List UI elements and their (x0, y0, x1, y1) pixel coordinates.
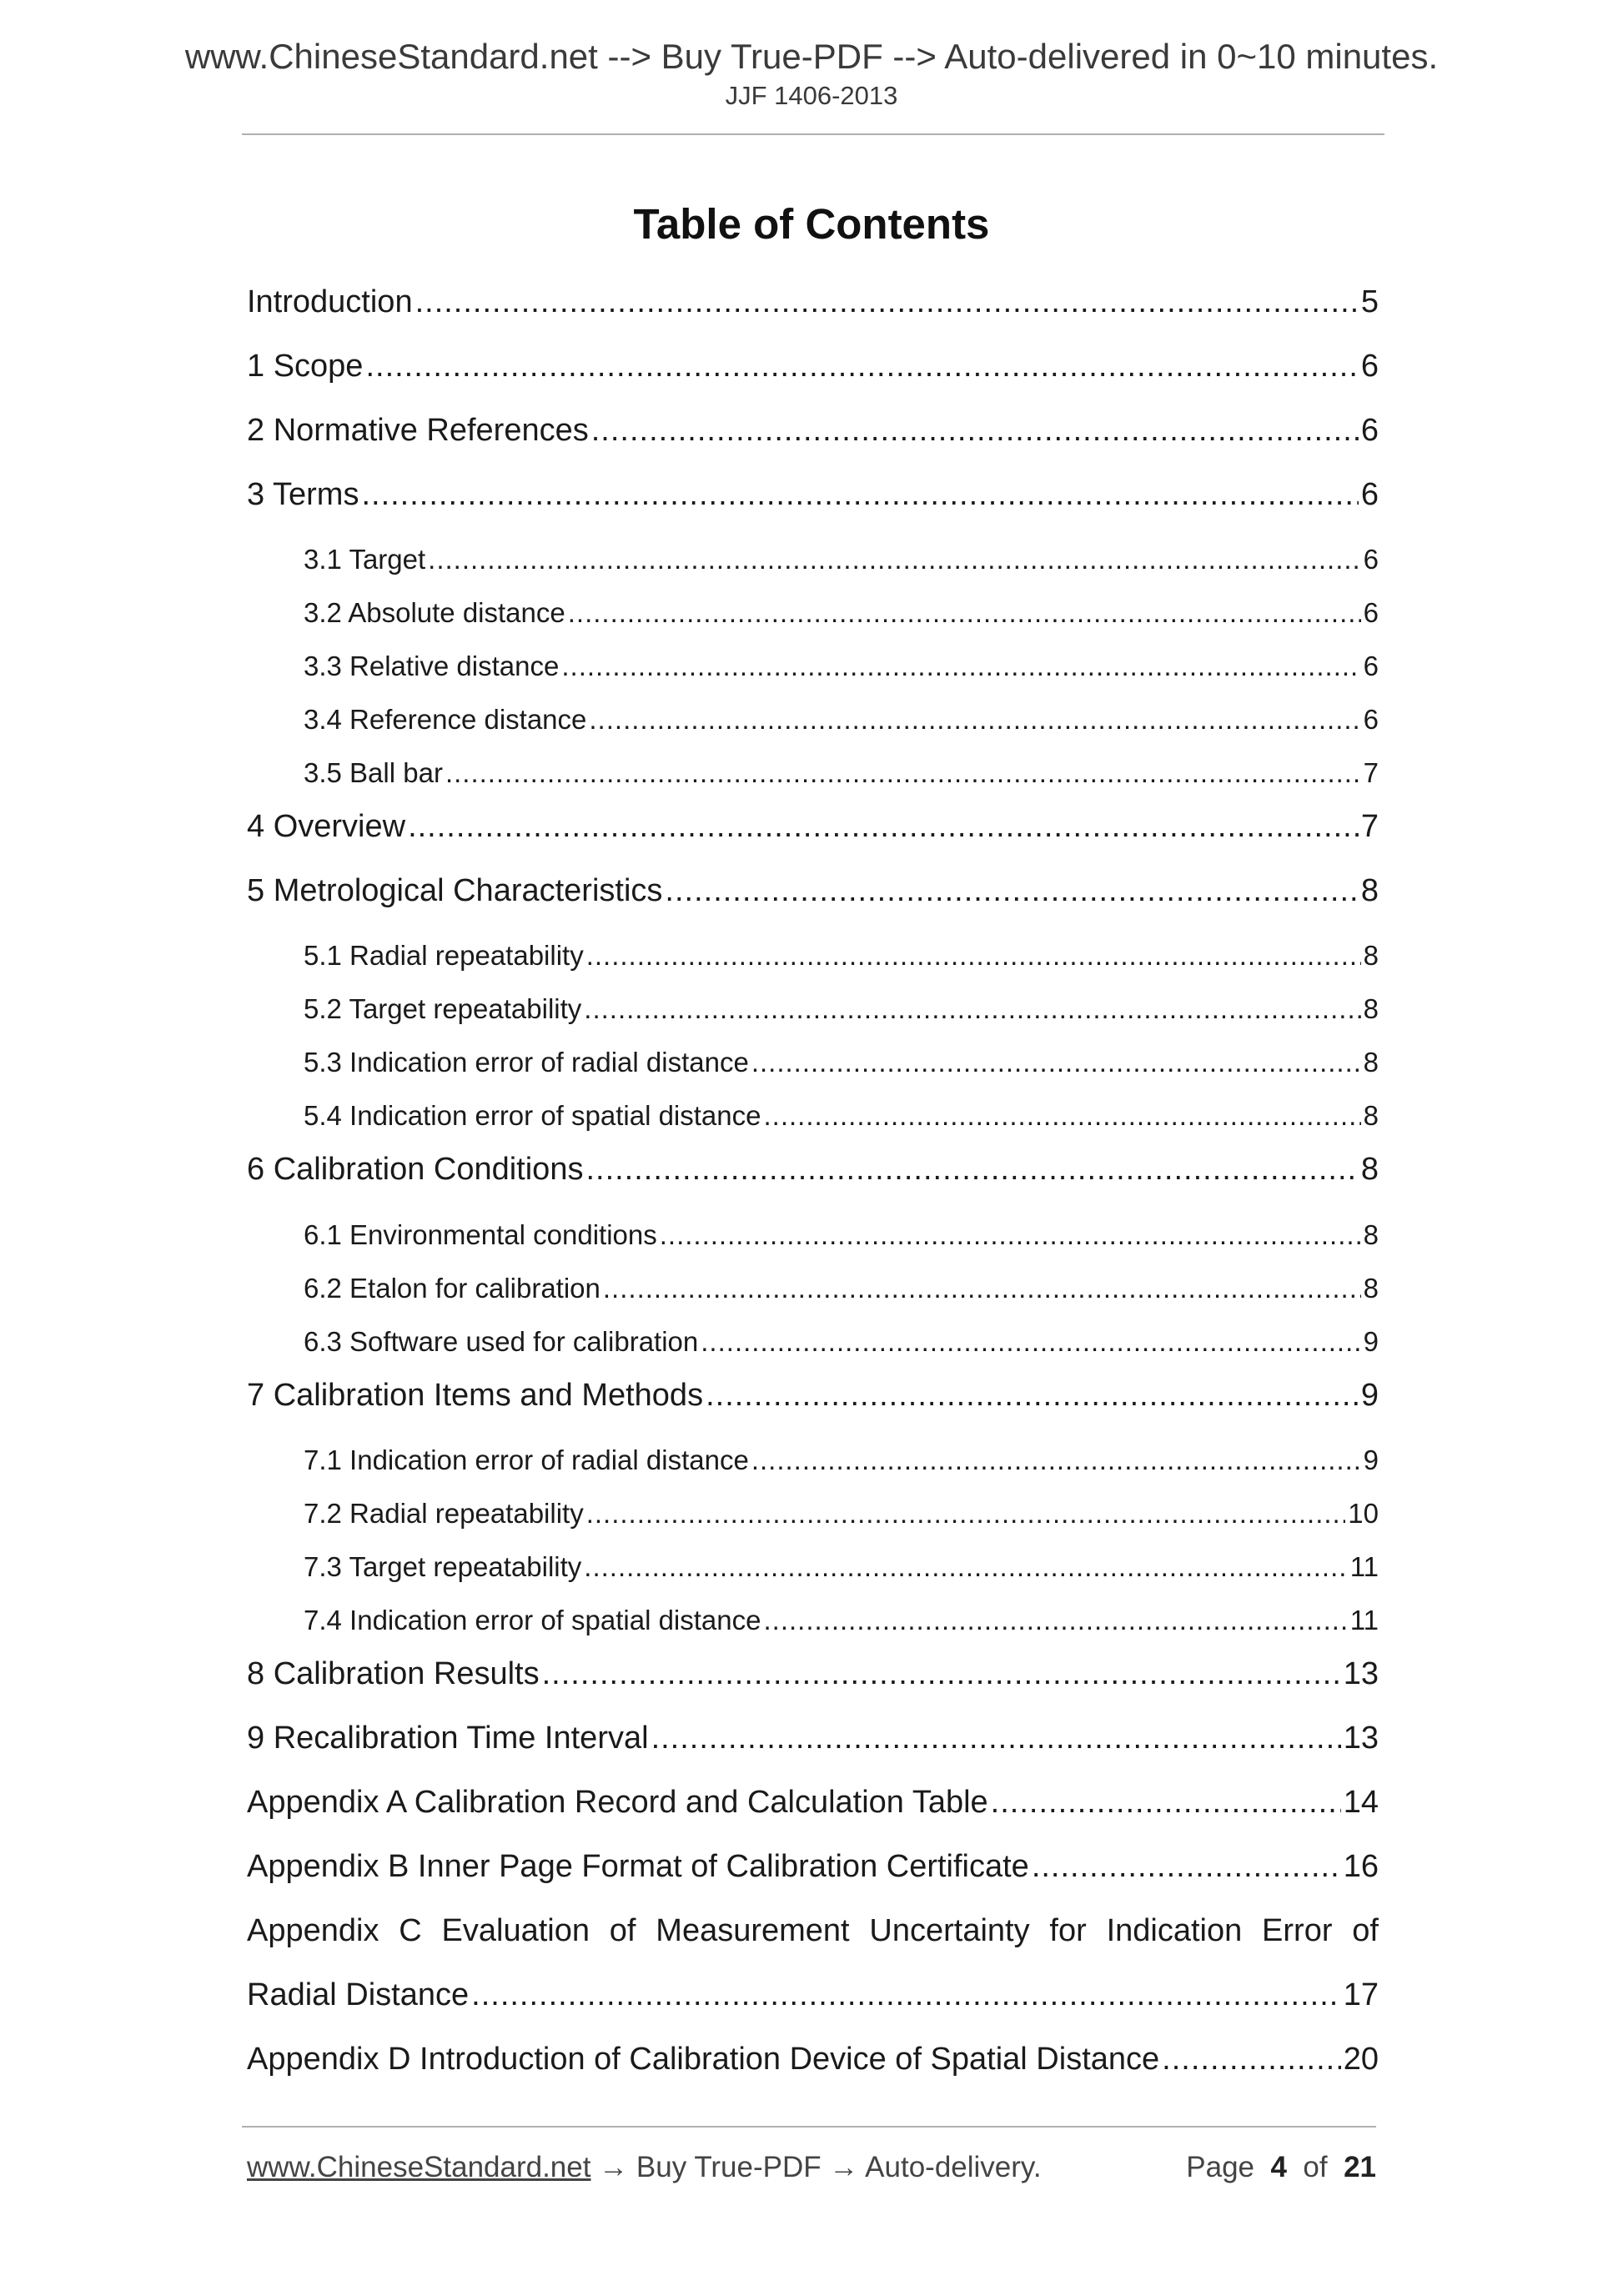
toc-leader (365, 346, 1358, 386)
toc-entry-text: Appendix B Inner Page Format of Calibration Certificate (247, 1849, 1029, 1884)
toc-entry-page: 11 (1349, 1605, 1379, 1635)
toc-entry[interactable] (247, 410, 1379, 450)
toc-subentry[interactable] (304, 1443, 1379, 1478)
toc-entry-page: 6 (1363, 597, 1379, 628)
toc-subentry[interactable] (304, 1324, 1379, 1359)
toc-entry-page: 7 (1360, 809, 1379, 844)
toc-entry-page: 7 (1363, 757, 1379, 788)
toc-entry-text: 6.3 Software used for calibration (304, 1326, 699, 1357)
toc-entry-text: 1 Scope (247, 349, 364, 384)
footer-divider (242, 2126, 1376, 2128)
toc-entry-page: 6 (1360, 477, 1379, 512)
toc-entry-page: 8 (1363, 1100, 1379, 1131)
toc-leader (445, 756, 1361, 791)
toc-entry-page: 16 (1343, 1849, 1379, 1884)
toc-entry-page: 14 (1343, 1785, 1379, 1820)
toc-subentry[interactable] (304, 595, 1379, 631)
toc-entry-page: 8 (1363, 940, 1379, 971)
toc-entry-page: 11 (1349, 1551, 1379, 1582)
toc-entry-text: 5.2 Target repeatability (304, 993, 582, 1024)
toc-entry-text: 5.1 Radial repeatability (304, 940, 584, 971)
toc-entry[interactable] (247, 871, 1379, 911)
toc-entry-text: Appendix D Introduction of Calibration Device of Spatial Distance (247, 2042, 1160, 2077)
toc-entry-page: 20 (1343, 2042, 1379, 2077)
toc-leader (751, 1443, 1361, 1478)
toc-entry-page: 8 (1360, 1152, 1379, 1187)
toc-entry-text: 3.1 Target (304, 544, 426, 575)
toc-leader (471, 1975, 1341, 2015)
toc-subentry[interactable] (304, 1218, 1379, 1253)
toc-entry-page: 6 (1363, 651, 1379, 681)
toc-entry-wrapped-line[interactable]: Appendix C Evaluation of Measurement Uncertainty for Indication Error of (247, 1913, 1379, 1948)
toc-leader (751, 1045, 1361, 1080)
footer-promo (247, 2148, 1042, 2188)
toc-leader (542, 1654, 1341, 1694)
toc-entry-page: 8 (1363, 993, 1379, 1024)
toc-subentry[interactable] (304, 1550, 1379, 1585)
toc-entry-page: 8 (1363, 1047, 1379, 1078)
page-footer (0, 2148, 1623, 2189)
toc-entry-text: 8 Calibration Results (247, 1656, 540, 1691)
toc-entry-page: 9 (1360, 1378, 1379, 1413)
toc-entry[interactable] (247, 475, 1379, 515)
footer-promo-text: → Buy True-PDF → Auto-delivery. (590, 2151, 1042, 2183)
toc-entry-page: 8 (1363, 1273, 1379, 1304)
toc-subentry[interactable] (304, 992, 1379, 1027)
toc-entry-text: 3.4 Reference distance (304, 704, 587, 735)
toc-entry[interactable] (247, 346, 1379, 386)
toc-leader (428, 542, 1360, 577)
toc-title: Table of Contents (633, 200, 990, 248)
toc-entry-page: 5 (1360, 284, 1379, 319)
toc-entry[interactable] (247, 806, 1379, 847)
toc-entry-page: 10 (1348, 1498, 1379, 1529)
toc-leader (561, 649, 1360, 684)
toc-entry-page: 9 (1363, 1326, 1379, 1357)
toc-entry-text: 7.4 Indication error of spatial distance (304, 1605, 761, 1635)
top-banner[interactable]: www.ChineseStandard.net --> Buy True-PDF --> Auto-delivered in 0~10 minutes. (184, 37, 1439, 76)
toc-leader (665, 871, 1358, 911)
toc-subentry[interactable] (304, 1603, 1379, 1638)
toc-subentry[interactable] (304, 938, 1379, 973)
footer-link[interactable]: www.ChineseStandard.net (247, 2151, 591, 2183)
toc-subentry[interactable] (304, 1045, 1379, 1080)
toc-entry-page: 8 (1363, 1219, 1379, 1250)
toc-leader (589, 702, 1360, 737)
toc-entry-page: 6 (1360, 349, 1379, 384)
toc-entry[interactable] (247, 1654, 1379, 1694)
toc-leader (361, 475, 1358, 515)
page-indicator (1186, 2148, 1376, 2188)
toc-entry-page: 13 (1343, 1721, 1379, 1756)
toc-entry-text: 6.1 Environmental conditions (304, 1219, 657, 1250)
toc-entry-page: 9 (1363, 1444, 1379, 1475)
toc-leader (763, 1098, 1360, 1133)
toc-leader (706, 1375, 1359, 1415)
toc-leader (415, 282, 1359, 322)
toc-leader (584, 1550, 1347, 1585)
toc-leader (651, 1718, 1341, 1758)
toc-subentry[interactable] (304, 649, 1379, 684)
toc-entry-text: 3 Terms (247, 477, 359, 512)
toc-entry-page: 8 (1360, 873, 1379, 908)
page-label: Page (1186, 2151, 1255, 2183)
toc-leader (584, 992, 1360, 1027)
toc-entry-text: 5.3 Indication error of radial distance (304, 1047, 749, 1078)
toc-entry-text: 7.1 Indication error of radial distance (304, 1444, 749, 1475)
toc-subentry[interactable] (304, 1098, 1379, 1133)
toc-entry-text: 3.3 Relative distance (304, 651, 560, 681)
toc-entry[interactable] (247, 1149, 1379, 1189)
toc-entry-page: 6 (1363, 544, 1379, 575)
toc-leader (586, 938, 1361, 973)
document-code: JJF 1406-2013 (725, 81, 898, 110)
toc-leader (603, 1271, 1361, 1306)
toc-entry-text: Introduction (247, 284, 413, 319)
toc-leader (701, 1324, 1360, 1359)
toc-entry-text: 7.2 Radial repeatability (304, 1498, 584, 1529)
toc-leader (660, 1218, 1361, 1253)
toc-entry[interactable] (247, 1375, 1379, 1415)
toc-entry-text: 9 Recalibration Time Interval (247, 1721, 649, 1756)
total-pages: 21 (1344, 2151, 1376, 2183)
toc-subentry[interactable] (304, 1496, 1379, 1531)
toc-entry-text: 2 Normative References (247, 413, 589, 448)
toc-entry-text: 5 Metrological Characteristics (247, 873, 663, 908)
toc-subentry[interactable] (304, 756, 1379, 791)
toc-entry-text: Radial Distance (247, 1977, 470, 2012)
toc-leader (1162, 2039, 1341, 2079)
toc-leader (591, 410, 1359, 450)
toc-leader (1032, 1846, 1341, 1887)
toc-entry[interactable] (247, 1846, 1379, 1887)
toc-entry-page: 6 (1360, 413, 1379, 448)
toc-entry-text: 5.4 Indication error of spatial distance (304, 1100, 761, 1131)
toc-leader (408, 806, 1359, 847)
toc-leader (585, 1149, 1358, 1189)
toc-entry-text: 4 Overview (247, 809, 406, 844)
toc-subentry[interactable] (304, 542, 1379, 577)
toc-entry-text: 6 Calibration Conditions (247, 1152, 584, 1187)
toc-entry-text: 6.2 Etalon for calibration (304, 1273, 600, 1304)
toc-subentry[interactable] (304, 1271, 1379, 1306)
toc-entry[interactable] (247, 2039, 1379, 2079)
toc-leader (991, 1782, 1341, 1822)
toc-leader (568, 595, 1361, 631)
toc-entry[interactable] (247, 1718, 1379, 1758)
toc-entry-text: Appendix A Calibration Record and Calculation Table (247, 1785, 988, 1820)
toc-entry[interactable] (247, 1975, 1379, 2015)
toc-entry-text: 3.5 Ball bar (304, 757, 443, 788)
toc-subentry[interactable] (304, 702, 1379, 737)
toc-leader (586, 1496, 1346, 1531)
toc-entry-text: 3.2 Absolute distance (304, 597, 565, 628)
current-page-number: 4 (1270, 2151, 1287, 2183)
toc-entry-page: 17 (1343, 1977, 1379, 2012)
toc-entry-page: 13 (1343, 1656, 1379, 1691)
toc-entry[interactable] (247, 1782, 1379, 1822)
toc-entry[interactable] (247, 282, 1379, 322)
of-label: of (1303, 2151, 1328, 2183)
toc-entry-page: 6 (1363, 704, 1379, 735)
toc-entry-text: 7.3 Target repeatability (304, 1551, 582, 1582)
toc-leader (763, 1603, 1347, 1638)
toc-entry-text: 7 Calibration Items and Methods (247, 1378, 704, 1413)
